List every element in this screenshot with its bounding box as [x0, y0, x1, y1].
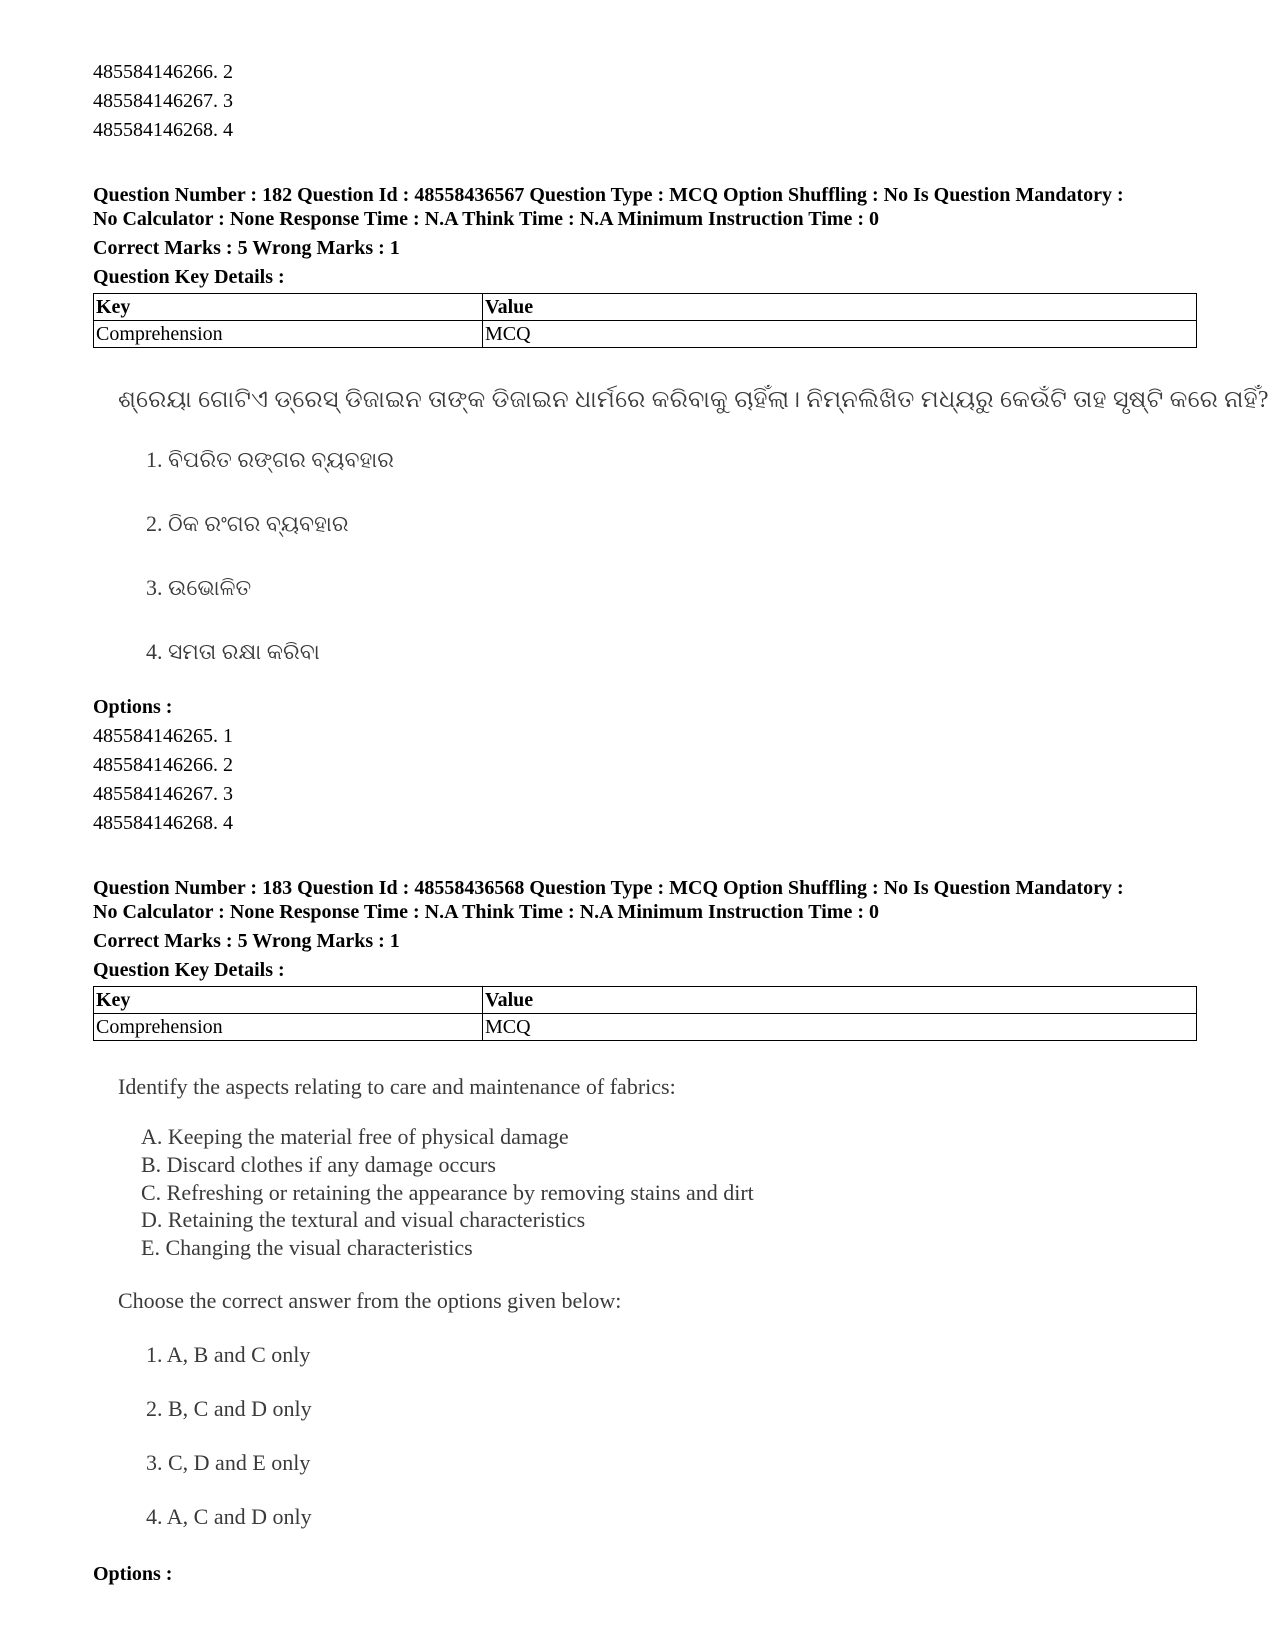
question-choice: 3. C, D and E only	[146, 1450, 311, 1475]
question-statement: C. Refreshing or retaining the appearance by removing stains and dirt	[141, 1180, 754, 1205]
question-marks: Correct Marks : 5 Wrong Marks : 1	[93, 930, 400, 952]
key-details-table	[93, 986, 1197, 1041]
table-cell-key: Comprehension	[94, 1014, 483, 1041]
question-statement: A. Keeping the material free of physical damage	[141, 1124, 569, 1149]
key-details-label: Question Key Details :	[93, 266, 285, 288]
question-statement: D. Retaining the textural and visual characteristics	[141, 1207, 586, 1232]
option-line: 485584146265. 1	[93, 725, 233, 747]
table-header-row	[94, 294, 1197, 321]
question-statement: B. Discard clothes if any damage occurs	[141, 1152, 496, 1177]
choose-instruction: Choose the correct answer from the options given below:	[118, 1288, 622, 1313]
question-header-line2: No Calculator : None Response Time : N.A Think Time : N.A Minimum Instruction Time : 0	[93, 901, 879, 923]
table-header-value: Value	[483, 987, 1197, 1014]
question-choice: 4. A, C and D only	[146, 1504, 312, 1529]
table-row	[94, 1014, 1197, 1041]
option-line: 485584146268. 4	[93, 119, 233, 141]
option-line: 485584146266. 2	[93, 61, 233, 83]
table-cell-value: MCQ	[483, 1014, 1197, 1041]
question-text-odia: ଶ୍ରେୟା ଗୋଟିଏ ଡ୍ରେସ୍ ଡିଜାଇନ ତାଙ୍କ ଡିଜାଇନ ଧାର୍ମରେ କରିବାକୁ ଚାହିଁଲା। ନିମ୍ନଲିଖିତ ମଧ୍ୟରୁ କେଉଁଟି ତାହ ସୃଷ୍ଟି କରେ ନାହିଁ?	[118, 387, 1269, 413]
previous-question-options	[93, 58, 233, 145]
question-header-line2: No Calculator : None Response Time : N.A Think Time : N.A Minimum Instruction Time : 0	[93, 208, 879, 230]
options-label: Options :	[93, 696, 173, 718]
option-line: 485584146267. 3	[93, 783, 233, 805]
table-cell-key: Comprehension	[94, 321, 483, 348]
question-182-options	[93, 693, 233, 838]
option-line: 485584146266. 2	[93, 754, 233, 776]
question-182-block	[93, 183, 1197, 348]
question-choice: 4. ସମତା ରକ୍ଷା କରିବା	[146, 639, 320, 664]
option-line: 485584146267. 3	[93, 90, 233, 112]
options-label: Options :	[93, 1563, 173, 1585]
question-statement: E. Changing the visual characteristics	[141, 1235, 473, 1260]
question-183-block	[93, 876, 1197, 1041]
table-header-row	[94, 987, 1197, 1014]
table-header-key: Key	[94, 987, 483, 1014]
question-header-line1: Question Number : 182 Question Id : 48558436567 Question Type : MCQ Option Shuffling : No Is Question Mandatory :	[93, 184, 1124, 206]
table-header-key: Key	[94, 294, 483, 321]
question-marks: Correct Marks : 5 Wrong Marks : 1	[93, 237, 400, 259]
question-183-options	[93, 1560, 172, 1589]
table-cell-value: MCQ	[483, 321, 1197, 348]
question-choice: 1. ବିପରିତ ରଙ୍ଗର ବ୍ୟବହାର	[146, 447, 394, 472]
question-choice: 1. A, B and C only	[146, 1342, 311, 1367]
question-choice: 2. B, C and D only	[146, 1396, 312, 1421]
question-choice: 2. ଠିକ ରଂଗର ବ୍ୟବହାର	[146, 511, 349, 536]
table-row	[94, 321, 1197, 348]
key-details-table	[93, 293, 1197, 348]
question-header-line1: Question Number : 183 Question Id : 48558436568 Question Type : MCQ Option Shuffling : No Is Question Mandatory :	[93, 877, 1124, 899]
option-line: 485584146268. 4	[93, 812, 233, 834]
question-text: Identify the aspects relating to care and maintenance of fabrics:	[118, 1074, 676, 1099]
question-choice: 3. ଉଭୋଳିତ	[146, 575, 252, 600]
table-header-value: Value	[483, 294, 1197, 321]
key-details-label: Question Key Details :	[93, 959, 285, 981]
